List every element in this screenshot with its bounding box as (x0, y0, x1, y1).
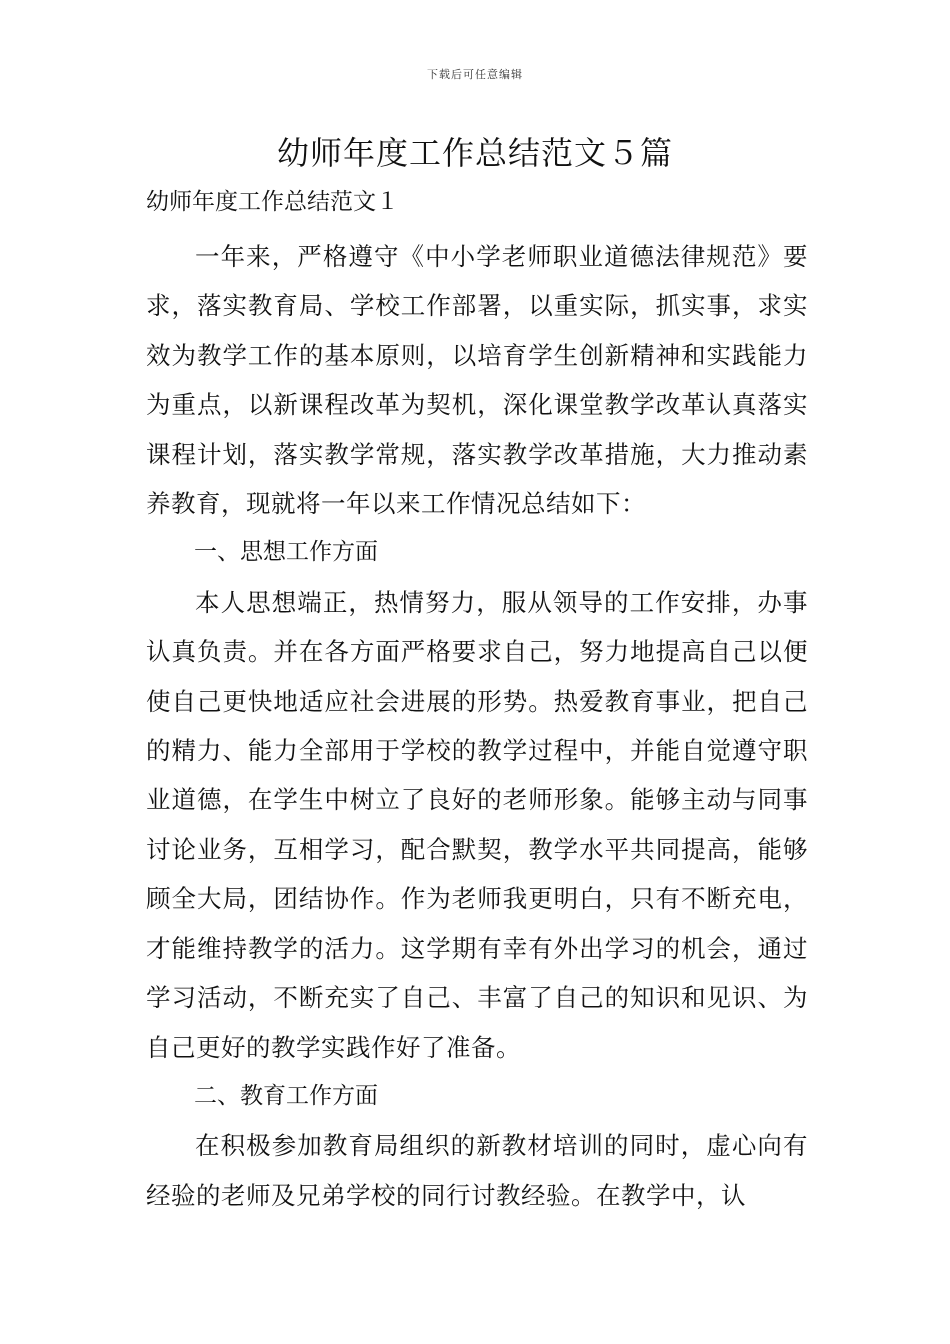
document-title: 幼师年度工作总结范文５篇 (276, 134, 673, 172)
section-subtitle: 幼师年度工作总结范文１ (146, 189, 399, 215)
paragraph-ideology: 本人思想端正，热情努力，服从领导的工作安排，办事认真负责。并在各方面严格要求自己，努力地提高自己以便使自己更快地适应社会进展的形势。热爱教育事业，把自己的精力、能力全部用于学校的教学过程中，并能自觉遵守职业道德，在学生中树立了良好的老师形象。能够主动与同事讨论业务，互相学习，配合默契，教学水平共同提高，能够顾全大局，团结协作。作为老师我更明白，只有不断充电，才能维持教学的活力。这学期有幸有外出学习的机会，通过学习活动，不断充实了自己、丰富了自己的知识和见识、为自己更好的教学实践作好了准备。 (146, 587, 808, 1062)
document-body (146, 232, 808, 1220)
header-note: 下载后可任意编辑 (427, 68, 523, 81)
paragraph-education: 在积极参加教育局组织的新教材培训的同时，虚心向有经验的老师及兄弟学校的同行讨教经验。在教学中，认 (146, 1131, 808, 1210)
heading-education: 二、教育工作方面 (194, 1082, 378, 1109)
heading-ideology: 一、思想工作方面 (194, 539, 378, 566)
paragraph-intro: 一年来，严格遵守《中小学老师职业道德法律规范》要求，落实教育局、学校工作部署，以重实际，抓实事，求实效为教学工作的基本原则，以培育学生创新精神和实践能力为重点，以新课程改革为契机，深化课堂教学改革认真落实课程计划，落实教学常规，落实教学改革措施，大力推动素养教育，现就将一年以来工作情况总结如下： (146, 242, 808, 519)
